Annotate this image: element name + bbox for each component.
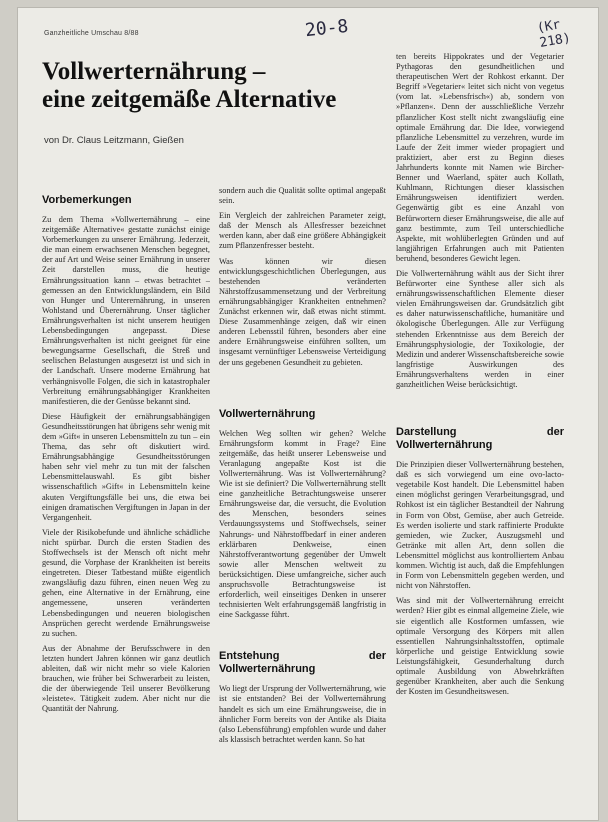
paragraph: sondern auch die Qualität sollte optimal angepaßt sein. — [219, 186, 386, 206]
paragraph: Wo liegt der Ursprung der Vollwerternährung, wie ist sie entstanden? Bei der Vollwerternährung handelt es sich um eine Ernährungsweise, die in ähnlicher Form bereits von der Antike als Diaita (also Lebensführung) empfohlen wurde und daher als klassisch betrachtet werden kann. So hat — [219, 684, 386, 744]
running-head: Ganzheitliche Umschau 8/88 — [44, 30, 139, 37]
article-author: von Dr. Claus Leitzmann, Gießen — [44, 135, 184, 146]
paragraph: Zu dem Thema »Vollwerternährung – eine zeitgemäße Alternative« gestatte zunächst einige Vorbemerkungen zu unserer Ernährung. Jederzeit, die man einem erwachsenen Menschen begegnet, der auf Art und Weise seiner Ernährung in unserer Zeit darstellen muss, die heutige Ernährungssituation kann – etwas betrachtet – gemessen an den Entwicklungsländern, ein Bild von Hunger und Unterernährung, in unseren Wohlstand und Überernährung. Unser täglicher Ernährungsverhalten ist nicht unserem heutigen Lebensbedingungen angepasst. Diese Ernährungsverhalten ist nicht geeignet für eine bewegungsarme Gesellschaft, die Streß und seelischen Belastungen ausgesetzt ist und sich in der Landschaft. Unsere moderne Ernährung hat verhängnisvolle Folgen, die sich in katastrophaler Verbreitung ernährungsabhängiger Krankheiten manifestieren, die der Genüsse bekannt sind. — [42, 215, 210, 406]
handwritten-date: 20-8 — [304, 15, 350, 42]
paragraph: Ein Vergleich der zahlreichen Parameter zeigt, daß der Mensch als Allesfresser bezeichnet werden kann, aber daß eine größere Abhängigkeit zum Pflanzenfresser besteht. — [219, 211, 386, 251]
section-heading-darstellung: Darstellung der Vollwerternährung — [396, 426, 564, 452]
paragraph: Viele der Risikobefunde und ähnliche schädliche nicht spürbar. Durch die ersten Stadien des Stoffwechsels ist der Mensch oft nicht mehr gesund, die Vorphase der Krankheiten ist bereits eingetreten. Dieser Tatbestand müßte eigentlich zwangsläufig dazu führen, einen neuen Weg zu gehen, eine Alternative in der Ernährung, eine angemessene, unseren veränderten Lebensbedingungen und neueren biologischen Ansprüchen gerecht werdende Ernährungsweise zu suchen. — [42, 527, 210, 638]
column-3 — [396, 52, 564, 818]
title-line-1: Vollwerternährung – — [42, 58, 266, 85]
paragraph: Welchen Weg sollten wir gehen? Welche Ernährungsform kommt in Frage? Eine zeitgemäße, das heißt unserer Lebensweise und Veranlagung angepaßte Kost ist die Vollwerternährung. Was ist Vollwerternährung? Wie ist sie definiert? Die Vollwerternährung stellt eine ganzheitliche Betrachtungsweise unserer Ernährungsweise dar, die versucht, die Evolution des Menschen, besonders seines Verdauungssystems und Stoffwechsels, seiner Nahrungs- und Nährstoffbedarf in einer anderen erklärbaren Denkweise, einen Nährstoffverantwortung gegenüber der Umwelt sowie aller Menschen weltweit zu berücksichtigen. Diese umfangreiche, sicher auch anspruchsvolle Betrachtungsweise ist erforderlich, weil einseitiges Denken in unserer technisierten Welt erfahrungsgemäß langfristig in eine Sackgasse führt. — [219, 428, 386, 620]
column-1 — [42, 188, 210, 818]
paragraph: ten bereits Hippokrates und der Vegetarier Pythagoras den gesundheitlichen und therapeutischen Wert der Rohkost erkannt. Der Begriff »Vegetarier« leitet sich nicht von vegetus (vom lat. »Lebensfrisch«) ab, sondern von »Pflanzen«. Denn der ausschließliche Verzehr pflanzlicher Kost stellt nicht zwangsläufig eine optimale Ernährung dar. Die Idee, vorwiegend pflanzliche Lebensmittel zu verzehren, wurde im Laufe der Zeit immer wieder propagiert und praktiziert, aber erst zu Beginn dieses Jahrhunderts konnte mit Namen wie Bircher-Benner und Waerland, später auch Kollath, Kuhlmann, Richtungen dieser klassischen Ernährungsweisen identifiziert werden. Gegenwärtig gibt es eine Anzahl von Befürwortern dieser Ernährungsweise, die alle auf ganz bestimmte, zum Teil unterschiedliche Aspekte, mit wohlüberlegten Gründen und auf langjährigen Erfahrungen auch mit Patienten beruhend, besonderes Gewicht legen. — [396, 52, 564, 263]
paragraph: Was sind mit der Vollwerternährung erreicht werden? Hier gibt es einmal allgemeine Ziele, wie sie eigentlich alle Kostformen umfassen, wie optimale Versorgung des Körpers mit allen essentiellen Nahrungsinhaltsstoffen, optimale körperliche und geistige Entwicklung sowie Leistungsfähigkeit, Gesunderhaltung durch optimale Ausbildung von Abwehrkräften gegenüber Krankheiten, aber auch die Senkung der Kosten im Gesundheitswesen. — [396, 596, 564, 697]
title-line-2: eine zeitgemäße Alternative — [42, 86, 337, 113]
paragraph: Die Prinzipien dieser Vollwerternährung bestehen, daß es sich vorwiegend um eine ovo-lacto-vegetabile Kost handelt. Die Lebensmittel haben einen möglichst geringen Verarbeitungsgrad, und Rohkost ist ein täglicher Bestandteil der Nahrung in Form von Obst, Gemüse, aber auch Getreide. Es werden isolierte und stark raffinierte Produkte gemieden, wie Zucker, Auszugsmehl und Getränke mit allen Art, denn sollen die Lebensmittel möglichst aus kontrolliertem Anbau kommen. Wichtig ist auch, daß die Empfehlungen in Form von Lebensmitteln gegeben werden, und nicht von Nährstoffen. — [396, 460, 564, 591]
paragraph: Aus der Abnahme der Berufsschwere in den letzten hundert Jahren können wir ganz deutlich ableiten, daß wir nicht mehr so viele Kalorien brauchen, wie früher bei Schwerarbeit zu leisten, die der überwiegende Teil unserer Bevölkerung »leistete«. Tätigkeit zudem. Aber nicht nur die Quantität der Nahrung. — [42, 643, 210, 714]
magazine-page — [18, 8, 598, 820]
section-heading-vollwerternaehrung: Vollwerternährung — [219, 407, 316, 420]
article-title — [42, 58, 382, 114]
paragraph: Diese Häufigkeit der ernährungsabhängigen Gesundheitsstörungen hat übrigens sehr wenig mit dem »Gift« in unseren Lebensmitteln zu tun – ein Thema, das sehr oft diskutiert wird. Ernährungsabhängige Gesundheitsstörungen haben sehr viel mehr zu tun mit der falschen Lebensmittelauswahl. Es gibt bisher wissenschaftlich »Gift« in Lebensmitteln keine akuten Vergiftungsfälle bei uns, die etwa bei einigen dramatischen Vergiftungen in Japan in der Vergangenheit. — [42, 411, 210, 522]
section-heading-entstehung: Entstehung der Vollwerternährung — [219, 650, 386, 676]
handwritten-reference: (Kr 218) — [535, 17, 572, 51]
paragraph: Was können wir diesen entwicklungsgeschichtlichen Überlegungen, aus bestehenden veränderten Nährstoffzusammensetzung und der Verbreitung ernährungsabhängiger Krankheiten entnehmen? Zunächst erkennen wir, daß etwas nicht stimmt. Diese Zusammenhänge zeigen, daß wir einen anderen Lebensstil führen, besonders aber eine andere Ernährungsweise einführen sollten, um insgesamt vernünftiger Lebensweise Verteidigung der uns gegebenen Gesundheit zu gebieten. — [219, 256, 386, 367]
section-heading-vorbemerkungen: Vorbemerkungen — [42, 194, 132, 206]
paragraph: Die Vollwerternährung wählt aus der Sicht ihrer Befürworter eine Synthese aller sich als ernährungswissenschaftlichen Elemente dieser vielen Ernährungsweisen dar. Grundsätzlich gibt es daher naturwissenschaftliche, humanitäre und ökologische Überlegungen. Alle zur Verfügung stehenden Erkenntnisse aus dem Bereich der Ernährungsphysiologie, der Toxikologie, der Medizin und anderer Wissenschaftsbereiche sowie langfristige Auswirkungen des Ernährungsverhaltens werden in einer ganzheitlichen Weise berücksichtigt. — [396, 268, 564, 389]
column-2 — [219, 186, 386, 818]
